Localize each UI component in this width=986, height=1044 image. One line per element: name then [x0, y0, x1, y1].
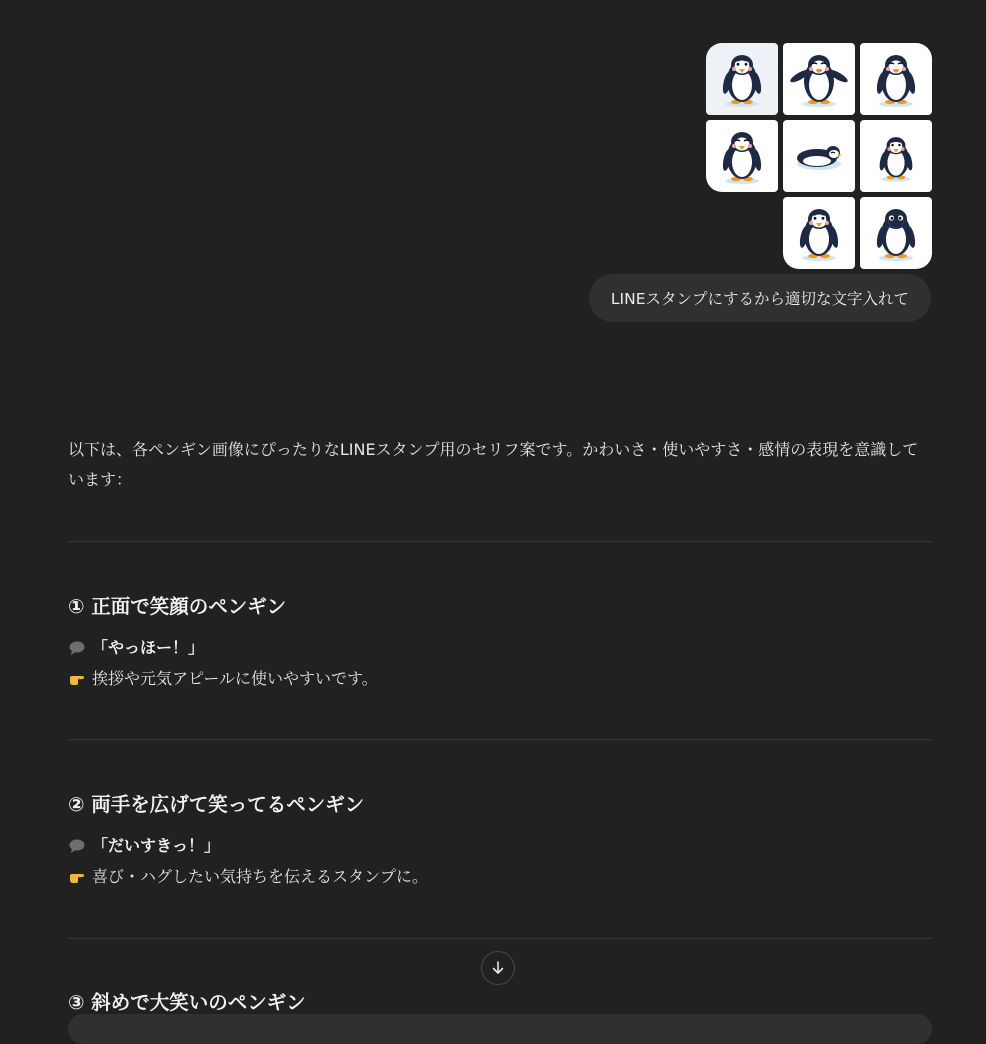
user-message-bubble — [589, 274, 931, 322]
section-2-quote: 「だいすきっ！」 — [92, 836, 221, 855]
attached-image-thumbnail[interactable] — [706, 43, 778, 115]
arrow-down-icon — [490, 960, 506, 976]
penguin-small-standing-icon — [860, 120, 932, 192]
divider — [68, 739, 932, 740]
section-1-note: 挨拶や元気アピールに使いやすいです。 — [92, 669, 378, 688]
penguin-lying-down-icon — [783, 120, 855, 192]
section-1-quote: 「やっほー！」 — [92, 638, 205, 657]
section-2-quote-line — [68, 831, 220, 861]
message-input-box[interactable] — [68, 1014, 932, 1044]
pointing-hand-icon — [68, 670, 86, 688]
attached-image-thumbnail[interactable] — [860, 197, 932, 269]
divider — [68, 938, 932, 939]
penguin-side-view-icon — [783, 197, 855, 269]
penguin-back-turned-icon — [860, 197, 932, 269]
assistant-intro: 以下は、各ペンギン画像にぴったりなLINEスタンプ用のセリフ案です。かわいさ・使いやすさ・感情の表現を意識しています： — [68, 440, 919, 489]
attached-image-thumbnail[interactable] — [783, 197, 855, 269]
section-2-note-line — [68, 862, 428, 892]
penguin-diagonal-laugh-icon — [860, 43, 932, 115]
speech-balloon-icon — [68, 639, 86, 657]
attached-image-thumbnail[interactable] — [860, 120, 932, 192]
attached-image-thumbnail[interactable] — [706, 120, 778, 192]
section-1-title: ① 正面で笑顔のペンギン — [68, 595, 287, 618]
section-2-title: ② 両手を広げて笑ってるペンギン — [68, 793, 365, 816]
penguin-front-smile-icon — [706, 43, 778, 115]
penguin-arms-open-laugh-icon — [783, 43, 855, 115]
user-message-text: LINEスタンプにするから適切な文字入れて — [610, 290, 909, 308]
divider — [68, 541, 932, 542]
section-1-note-line — [68, 664, 378, 694]
attached-image-thumbnail[interactable] — [783, 120, 855, 192]
scroll-to-bottom-button[interactable] — [481, 951, 515, 985]
user-image-grid — [706, 43, 932, 269]
penguin-eyes-closed-icon — [706, 120, 778, 192]
attached-image-thumbnail[interactable] — [783, 43, 855, 115]
pointing-hand-icon — [68, 868, 86, 886]
section-2-note: 喜び・ハグしたい気持ちを伝えるスタンプに。 — [92, 867, 429, 886]
section-1-quote-line — [68, 633, 204, 663]
attached-image-thumbnail[interactable] — [860, 43, 932, 115]
speech-balloon-icon — [68, 837, 86, 855]
section-3-title: ③ 斜めで大笑いのペンギン — [68, 991, 306, 1014]
